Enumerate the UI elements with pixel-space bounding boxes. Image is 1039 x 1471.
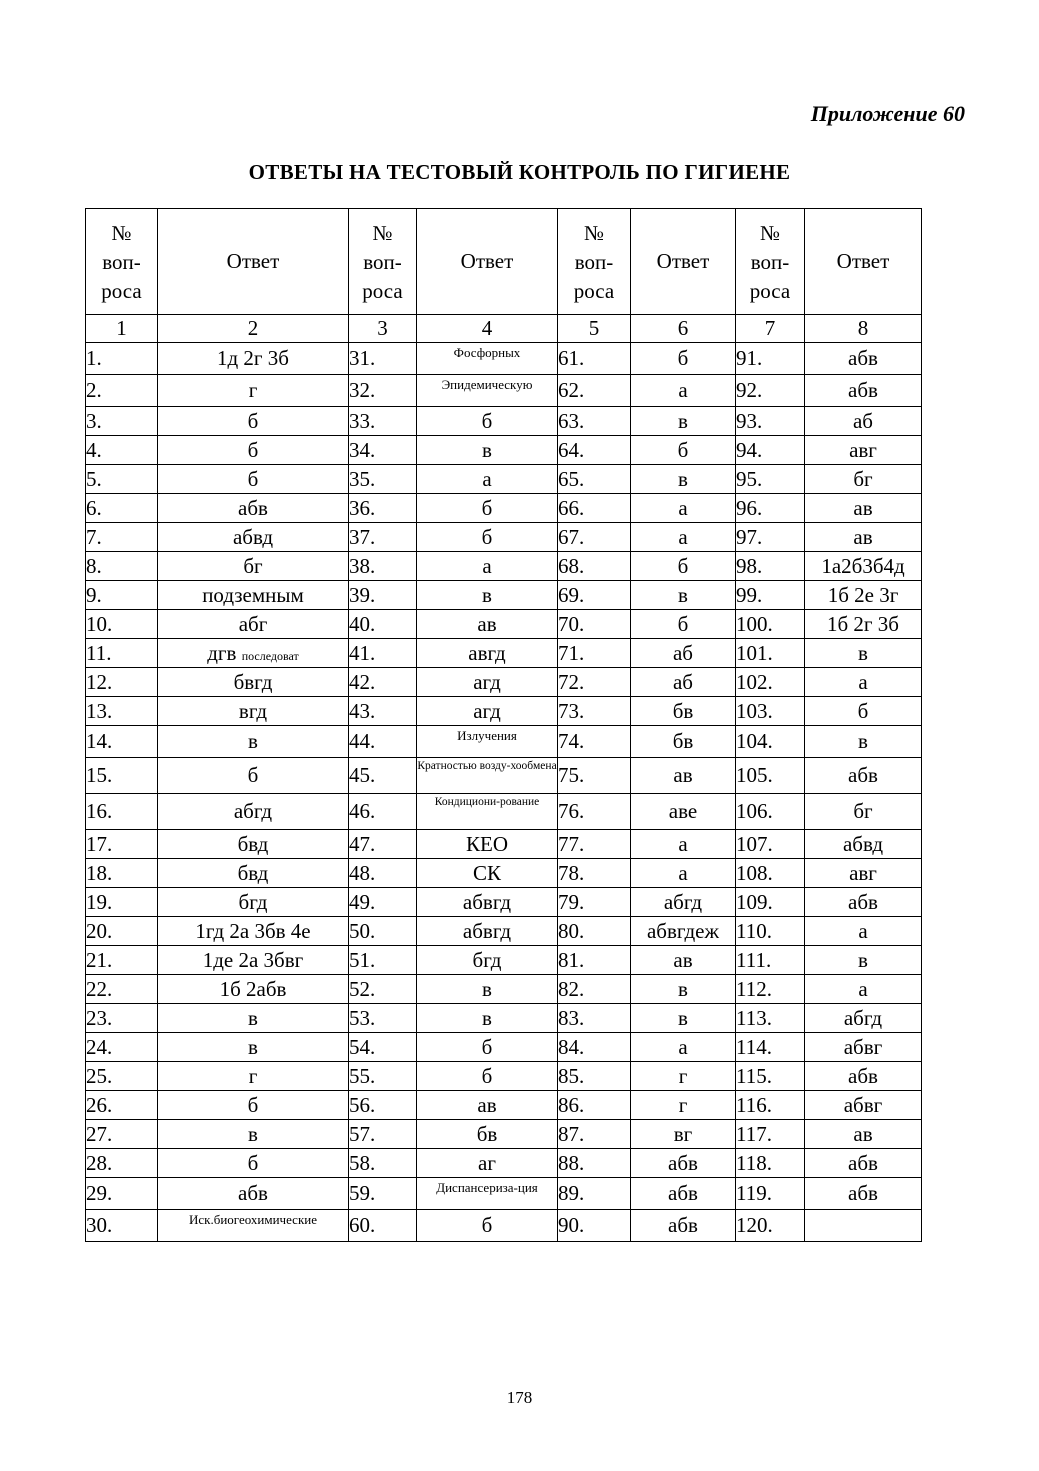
answer-cell: 1д 2г 3б bbox=[158, 343, 349, 375]
column-index: 6 bbox=[631, 315, 736, 343]
question-number-cell: 10. bbox=[86, 610, 158, 639]
answer-cell: Кондициони-рование bbox=[417, 794, 558, 830]
question-number-cell: 119. bbox=[736, 1178, 805, 1210]
question-number-cell: 40. bbox=[349, 610, 417, 639]
column-index: 2 bbox=[158, 315, 349, 343]
question-number-cell: 16. bbox=[86, 794, 158, 830]
question-number-cell: 72. bbox=[558, 668, 631, 697]
question-number-cell: 49. bbox=[349, 888, 417, 917]
answer-cell: абв bbox=[805, 1149, 922, 1178]
answer-cell: ав bbox=[805, 523, 922, 552]
answer-cell: в bbox=[631, 581, 736, 610]
question-number-cell: 14. bbox=[86, 726, 158, 758]
answer-cell: абв bbox=[805, 1062, 922, 1091]
question-number-cell: 35. bbox=[349, 465, 417, 494]
question-number-cell: 102. bbox=[736, 668, 805, 697]
question-number-cell: 108. bbox=[736, 859, 805, 888]
answer-cell: а bbox=[631, 1033, 736, 1062]
answer-cell: в bbox=[631, 975, 736, 1004]
question-number-cell: 36. bbox=[349, 494, 417, 523]
table-row bbox=[86, 1004, 922, 1033]
question-number-cell: 76. bbox=[558, 794, 631, 830]
question-number-cell: 37. bbox=[349, 523, 417, 552]
answer-cell: бг bbox=[805, 465, 922, 494]
question-number-cell: 120. bbox=[736, 1210, 805, 1242]
table-row bbox=[86, 1120, 922, 1149]
question-number-cell: 78. bbox=[558, 859, 631, 888]
answer-cell: авгд bbox=[417, 639, 558, 668]
answer-cell: б bbox=[158, 436, 349, 465]
question-number-cell: 73. bbox=[558, 697, 631, 726]
question-number-cell: 86. bbox=[558, 1091, 631, 1120]
question-number-cell: 68. bbox=[558, 552, 631, 581]
answer-cell: аб bbox=[805, 407, 922, 436]
answer-cell: вгд bbox=[158, 697, 349, 726]
question-number-cell: 34. bbox=[349, 436, 417, 465]
answer-cell: ав bbox=[417, 1091, 558, 1120]
answer-cell: бвд bbox=[158, 830, 349, 859]
answer-cell: а bbox=[805, 917, 922, 946]
answer-cell: агд bbox=[417, 697, 558, 726]
answer-cell: абвг bbox=[805, 1033, 922, 1062]
table-row bbox=[86, 523, 922, 552]
question-number-cell: 107. bbox=[736, 830, 805, 859]
question-number-cell: 1. bbox=[86, 343, 158, 375]
question-number-cell: 66. bbox=[558, 494, 631, 523]
answer-cell: бв bbox=[417, 1120, 558, 1149]
answer-cell: абв bbox=[631, 1178, 736, 1210]
column-index: 1 bbox=[86, 315, 158, 343]
table-row bbox=[86, 581, 922, 610]
answer-cell: ав bbox=[631, 946, 736, 975]
question-number-cell: 17. bbox=[86, 830, 158, 859]
answer-cell: в bbox=[158, 1033, 349, 1062]
question-number-cell: 27. bbox=[86, 1120, 158, 1149]
question-number-cell: 113. bbox=[736, 1004, 805, 1033]
table-row bbox=[86, 1210, 922, 1242]
table-row bbox=[86, 1178, 922, 1210]
appendix-label: Приложение 60 bbox=[810, 101, 965, 126]
question-number-cell: 80. bbox=[558, 917, 631, 946]
answer-cell: б bbox=[631, 552, 736, 581]
answer-cell: аве bbox=[631, 794, 736, 830]
answer-cell: бгд bbox=[417, 946, 558, 975]
answer-cell: в bbox=[631, 1004, 736, 1033]
question-number-cell: 38. bbox=[349, 552, 417, 581]
question-number-cell: 8. bbox=[86, 552, 158, 581]
question-number-cell: 44. bbox=[349, 726, 417, 758]
answer-cell: в bbox=[417, 1004, 558, 1033]
question-number-cell: 71. bbox=[558, 639, 631, 668]
answer-cell: абв bbox=[805, 375, 922, 407]
answer-cell: аг bbox=[417, 1149, 558, 1178]
question-number-cell: 60. bbox=[349, 1210, 417, 1242]
question-number-cell: 74. bbox=[558, 726, 631, 758]
question-number-cell: 89. bbox=[558, 1178, 631, 1210]
answer-cell: а bbox=[631, 523, 736, 552]
answer-cell: б bbox=[417, 407, 558, 436]
table-row bbox=[86, 639, 922, 668]
answer-cell: а bbox=[417, 465, 558, 494]
table-row bbox=[86, 758, 922, 794]
question-number-cell: 88. bbox=[558, 1149, 631, 1178]
table-row bbox=[86, 465, 922, 494]
answer-cell: аб bbox=[631, 668, 736, 697]
question-number-cell: 2. bbox=[86, 375, 158, 407]
question-number-cell: 33. bbox=[349, 407, 417, 436]
table-row bbox=[86, 1149, 922, 1178]
answer-cell: б bbox=[805, 697, 922, 726]
answer-cell: а bbox=[805, 668, 922, 697]
answer-cell: б bbox=[417, 1062, 558, 1091]
answer-cell: а bbox=[805, 975, 922, 1004]
question-number-cell: 81. bbox=[558, 946, 631, 975]
question-number-cell: 97. bbox=[736, 523, 805, 552]
answer-cell: аб bbox=[631, 639, 736, 668]
answer-cell: 1де 2а 3бвг bbox=[158, 946, 349, 975]
answer-cell: в bbox=[631, 407, 736, 436]
question-number-cell: 21. bbox=[86, 946, 158, 975]
table-row bbox=[86, 946, 922, 975]
column-index-row bbox=[86, 315, 922, 343]
question-number-cell: 22. bbox=[86, 975, 158, 1004]
answer-cell: Фосфорных bbox=[417, 343, 558, 375]
question-number-cell: 117. bbox=[736, 1120, 805, 1149]
answer-cell: Диспансериза-ция bbox=[417, 1178, 558, 1210]
question-number-cell: 101. bbox=[736, 639, 805, 668]
table-header-row bbox=[86, 209, 922, 315]
question-number-cell: 62. bbox=[558, 375, 631, 407]
answer-cell: б bbox=[631, 610, 736, 639]
question-number-cell: 26. bbox=[86, 1091, 158, 1120]
answer-cell: Эпидемическую bbox=[417, 375, 558, 407]
answer-cell: СК bbox=[417, 859, 558, 888]
answer-cell: абв bbox=[805, 888, 922, 917]
answer-cell: 1б 2абв bbox=[158, 975, 349, 1004]
question-number-cell: 3. bbox=[86, 407, 158, 436]
table-row bbox=[86, 375, 922, 407]
question-number-cell: 63. bbox=[558, 407, 631, 436]
question-number-cell: 56. bbox=[349, 1091, 417, 1120]
question-number-cell: 105. bbox=[736, 758, 805, 794]
answer-cell: б bbox=[417, 494, 558, 523]
answer-cell: бг bbox=[158, 552, 349, 581]
question-number-cell: 31. bbox=[349, 343, 417, 375]
header-answer: Ответ bbox=[417, 209, 558, 315]
table-row bbox=[86, 859, 922, 888]
answer-cell: бв bbox=[631, 697, 736, 726]
answer-cell: г bbox=[158, 1062, 349, 1091]
question-number-cell: 55. bbox=[349, 1062, 417, 1091]
question-number-cell: 111. bbox=[736, 946, 805, 975]
answer-cell: абвг bbox=[805, 1091, 922, 1120]
answer-cell: в bbox=[158, 726, 349, 758]
answer-cell: Излучения bbox=[417, 726, 558, 758]
answer-cell: б bbox=[417, 1210, 558, 1242]
column-index: 7 bbox=[736, 315, 805, 343]
question-number-cell: 96. bbox=[736, 494, 805, 523]
answer-cell: б bbox=[158, 407, 349, 436]
answer-cell: в bbox=[158, 1004, 349, 1033]
answer-cell: абвгд bbox=[417, 888, 558, 917]
question-number-cell: 57. bbox=[349, 1120, 417, 1149]
answer-cell: абвгд bbox=[417, 917, 558, 946]
answer-cell: бвгд bbox=[158, 668, 349, 697]
answer-cell: подземным bbox=[158, 581, 349, 610]
question-number-cell: 13. bbox=[86, 697, 158, 726]
question-number-cell: 45. bbox=[349, 758, 417, 794]
question-number-cell: 87. bbox=[558, 1120, 631, 1149]
answer-cell: абв bbox=[631, 1149, 736, 1178]
answer-cell: б bbox=[158, 1149, 349, 1178]
answer-cell: г bbox=[631, 1091, 736, 1120]
question-number-cell: 58. bbox=[349, 1149, 417, 1178]
answer-cell: бв bbox=[631, 726, 736, 758]
question-number-cell: 84. bbox=[558, 1033, 631, 1062]
question-number-cell: 53. bbox=[349, 1004, 417, 1033]
answer-cell: б bbox=[631, 436, 736, 465]
answer-cell: бг bbox=[805, 794, 922, 830]
answer-cell: абвд bbox=[158, 523, 349, 552]
answer-cell: вг bbox=[631, 1120, 736, 1149]
question-number-cell: 47. bbox=[349, 830, 417, 859]
answer-cell: в bbox=[417, 975, 558, 1004]
header-question-number: № воп- роса bbox=[349, 209, 417, 315]
question-number-cell: 65. bbox=[558, 465, 631, 494]
question-number-cell: 99. bbox=[736, 581, 805, 610]
answer-cell: 1гд 2а 3бв 4е bbox=[158, 917, 349, 946]
answer-cell: а bbox=[631, 494, 736, 523]
answer-cell: Иск.биогеохимические bbox=[158, 1210, 349, 1242]
answer-cell: в bbox=[805, 726, 922, 758]
question-number-cell: 25. bbox=[86, 1062, 158, 1091]
question-number-cell: 118. bbox=[736, 1149, 805, 1178]
answer-cell: абв bbox=[158, 1178, 349, 1210]
question-number-cell: 106. bbox=[736, 794, 805, 830]
question-number-cell: 95. bbox=[736, 465, 805, 494]
answer-cell: в bbox=[417, 581, 558, 610]
question-number-cell: 94. bbox=[736, 436, 805, 465]
answer-cell: в bbox=[805, 946, 922, 975]
answer-cell: ав bbox=[417, 610, 558, 639]
answer-cell: в bbox=[158, 1120, 349, 1149]
question-number-cell: 51. bbox=[349, 946, 417, 975]
question-number-cell: 85. bbox=[558, 1062, 631, 1091]
table-row bbox=[86, 1033, 922, 1062]
question-number-cell: 64. bbox=[558, 436, 631, 465]
table-row bbox=[86, 610, 922, 639]
question-number-cell: 11. bbox=[86, 639, 158, 668]
answer-cell: б bbox=[417, 523, 558, 552]
column-index: 8 bbox=[805, 315, 922, 343]
question-number-cell: 54. bbox=[349, 1033, 417, 1062]
question-number-cell: 90. bbox=[558, 1210, 631, 1242]
question-number-cell: 100. bbox=[736, 610, 805, 639]
answer-cell: авг bbox=[805, 859, 922, 888]
answer-cell: б bbox=[158, 1091, 349, 1120]
question-number-cell: 15. bbox=[86, 758, 158, 794]
question-number-cell: 39. bbox=[349, 581, 417, 610]
question-number-cell: 69. bbox=[558, 581, 631, 610]
answer-cell: 1б 2е 3г bbox=[805, 581, 922, 610]
answer-cell: б bbox=[158, 465, 349, 494]
question-number-cell: 104. bbox=[736, 726, 805, 758]
answer-cell: абв bbox=[158, 494, 349, 523]
table-row bbox=[86, 830, 922, 859]
answer-cell: абв bbox=[805, 758, 922, 794]
question-number-cell: 116. bbox=[736, 1091, 805, 1120]
question-number-cell: 6. bbox=[86, 494, 158, 523]
question-number-cell: 82. bbox=[558, 975, 631, 1004]
answer-cell: бвд bbox=[158, 859, 349, 888]
question-number-cell: 43. bbox=[349, 697, 417, 726]
question-number-cell: 19. bbox=[86, 888, 158, 917]
question-number-cell: 46. bbox=[349, 794, 417, 830]
question-number-cell: 83. bbox=[558, 1004, 631, 1033]
answer-cell: б bbox=[158, 758, 349, 794]
answer-cell: г bbox=[158, 375, 349, 407]
table-row bbox=[86, 668, 922, 697]
table-row bbox=[86, 343, 922, 375]
question-number-cell: 29. bbox=[86, 1178, 158, 1210]
question-number-cell: 5. bbox=[86, 465, 158, 494]
answer-cell: дгв последоват bbox=[158, 639, 349, 668]
header-answer: Ответ bbox=[805, 209, 922, 315]
question-number-cell: 112. bbox=[736, 975, 805, 1004]
question-number-cell: 48. bbox=[349, 859, 417, 888]
header-question-number: № воп- роса bbox=[736, 209, 805, 315]
question-number-cell: 59. bbox=[349, 1178, 417, 1210]
question-number-cell: 24. bbox=[86, 1033, 158, 1062]
answer-cell bbox=[805, 1210, 922, 1242]
table-row bbox=[86, 1062, 922, 1091]
question-number-cell: 79. bbox=[558, 888, 631, 917]
column-index: 3 bbox=[349, 315, 417, 343]
answer-cell: абгд bbox=[805, 1004, 922, 1033]
answer-cell: абг bbox=[158, 610, 349, 639]
answer-cell: а bbox=[631, 830, 736, 859]
answer-cell: в bbox=[417, 436, 558, 465]
question-number-cell: 12. bbox=[86, 668, 158, 697]
column-index: 4 bbox=[417, 315, 558, 343]
table-row bbox=[86, 975, 922, 1004]
question-number-cell: 20. bbox=[86, 917, 158, 946]
answer-cell: абв bbox=[805, 1178, 922, 1210]
answer-cell: а bbox=[631, 859, 736, 888]
answer-cell: в bbox=[631, 465, 736, 494]
header-answer: Ответ bbox=[631, 209, 736, 315]
question-number-cell: 98. bbox=[736, 552, 805, 581]
answer-cell: а bbox=[417, 552, 558, 581]
question-number-cell: 110. bbox=[736, 917, 805, 946]
question-number-cell: 52. bbox=[349, 975, 417, 1004]
question-number-cell: 42. bbox=[349, 668, 417, 697]
question-number-cell: 28. bbox=[86, 1149, 158, 1178]
answer-cell: бгд bbox=[158, 888, 349, 917]
table-row bbox=[86, 888, 922, 917]
column-index: 5 bbox=[558, 315, 631, 343]
header-question-number: № воп- роса bbox=[558, 209, 631, 315]
question-number-cell: 114. bbox=[736, 1033, 805, 1062]
answer-cell: агд bbox=[417, 668, 558, 697]
answer-cell: в bbox=[805, 639, 922, 668]
table-row bbox=[86, 697, 922, 726]
question-number-cell: 50. bbox=[349, 917, 417, 946]
answer-cell: 1а2б3б4д bbox=[805, 552, 922, 581]
table-row bbox=[86, 794, 922, 830]
answer-cell: КЕО bbox=[417, 830, 558, 859]
question-number-cell: 77. bbox=[558, 830, 631, 859]
answer-cell: абв bbox=[805, 343, 922, 375]
table-row bbox=[86, 552, 922, 581]
header-answer: Ответ bbox=[158, 209, 349, 315]
answer-cell: абвд bbox=[805, 830, 922, 859]
question-number-cell: 9. bbox=[86, 581, 158, 610]
question-number-cell: 93. bbox=[736, 407, 805, 436]
answer-cell: б bbox=[417, 1033, 558, 1062]
question-number-cell: 91. bbox=[736, 343, 805, 375]
table-row bbox=[86, 917, 922, 946]
question-number-cell: 41. bbox=[349, 639, 417, 668]
question-number-cell: 61. bbox=[558, 343, 631, 375]
question-number-cell: 30. bbox=[86, 1210, 158, 1242]
question-number-cell: 70. bbox=[558, 610, 631, 639]
question-number-cell: 92. bbox=[736, 375, 805, 407]
question-number-cell: 109. bbox=[736, 888, 805, 917]
answer-cell: ав bbox=[631, 758, 736, 794]
question-number-cell: 103. bbox=[736, 697, 805, 726]
question-number-cell: 23. bbox=[86, 1004, 158, 1033]
question-number-cell: 4. bbox=[86, 436, 158, 465]
table-row bbox=[86, 407, 922, 436]
answer-cell: ав bbox=[805, 494, 922, 523]
answer-cell: абгд bbox=[631, 888, 736, 917]
answer-cell: абвгдеж bbox=[631, 917, 736, 946]
page-title: ОТВЕТЫ НА ТЕСТОВЫЙ КОНТРОЛЬ ПО ГИГИЕНЕ bbox=[248, 160, 791, 184]
answer-cell: Кратностью возду-хообмена bbox=[417, 758, 558, 794]
question-number-cell: 32. bbox=[349, 375, 417, 407]
answer-cell: б bbox=[631, 343, 736, 375]
question-number-cell: 67. bbox=[558, 523, 631, 552]
answer-cell: а bbox=[631, 375, 736, 407]
answer-suffix: последоват bbox=[241, 648, 299, 663]
question-number-cell: 7. bbox=[86, 523, 158, 552]
question-number-cell: 18. bbox=[86, 859, 158, 888]
table-row bbox=[86, 494, 922, 523]
table-row bbox=[86, 726, 922, 758]
answer-cell: абв bbox=[631, 1210, 736, 1242]
answers-table bbox=[85, 208, 922, 1242]
answer-cell: авг bbox=[805, 436, 922, 465]
answer-cell: ав bbox=[805, 1120, 922, 1149]
table-row bbox=[86, 436, 922, 465]
table-row bbox=[86, 1091, 922, 1120]
answer-cell: абгд bbox=[158, 794, 349, 830]
header-question-number: № воп- роса bbox=[86, 209, 158, 315]
answer-cell: г bbox=[631, 1062, 736, 1091]
answer-cell: 1б 2г 3б bbox=[805, 610, 922, 639]
page-number: 178 bbox=[506, 1388, 533, 1407]
question-number-cell: 75. bbox=[558, 758, 631, 794]
question-number-cell: 115. bbox=[736, 1062, 805, 1091]
